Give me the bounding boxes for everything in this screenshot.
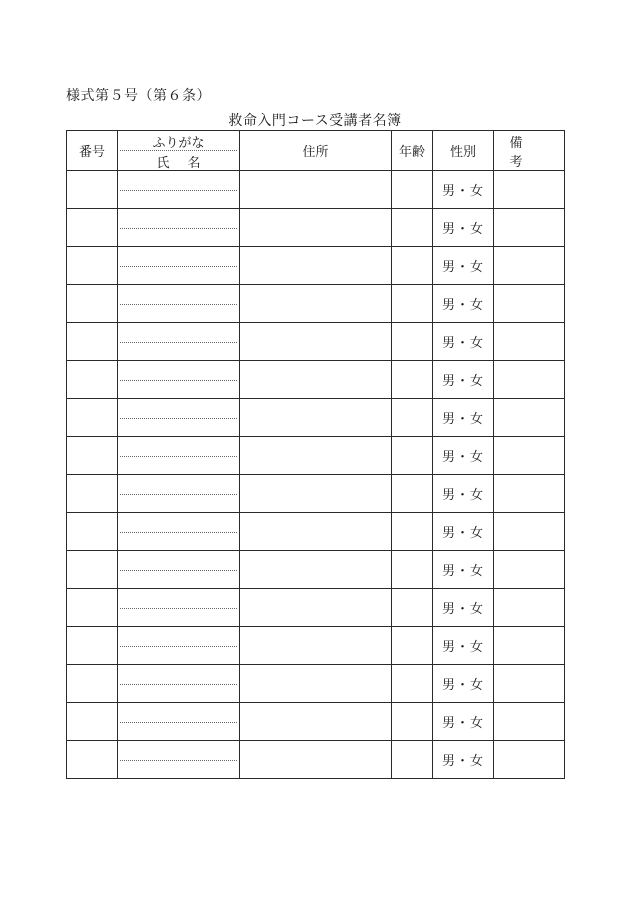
header-name (118, 131, 240, 171)
remarks-cell[interactable] (494, 475, 565, 513)
address-cell[interactable] (240, 323, 392, 361)
remarks-cell[interactable] (494, 399, 565, 437)
remarks-cell[interactable] (494, 513, 565, 551)
form-number: 様式第５号（第６条） (66, 88, 211, 104)
table-row (67, 475, 565, 513)
number-cell[interactable] (67, 551, 118, 589)
roster-body (67, 171, 565, 779)
sex-cell[interactable] (433, 589, 494, 627)
age-cell[interactable] (392, 475, 433, 513)
name-cell[interactable] (118, 323, 240, 361)
number-cell[interactable] (67, 589, 118, 627)
furigana-dotted-divider (120, 684, 237, 685)
age-cell[interactable] (392, 247, 433, 285)
furigana-dotted-divider (120, 342, 237, 343)
age-cell[interactable] (392, 665, 433, 703)
name-cell[interactable] (118, 209, 240, 247)
furigana-dotted-divider (120, 760, 237, 761)
number-cell[interactable] (67, 703, 118, 741)
name-cell[interactable] (118, 247, 240, 285)
age-cell[interactable] (392, 285, 433, 323)
number-cell[interactable] (67, 361, 118, 399)
age-cell[interactable] (392, 551, 433, 589)
remarks-cell[interactable] (494, 437, 565, 475)
remarks-cell[interactable] (494, 589, 565, 627)
age-cell[interactable] (392, 209, 433, 247)
remarks-cell[interactable] (494, 209, 565, 247)
name-cell[interactable] (118, 285, 240, 323)
age-cell[interactable] (392, 171, 433, 209)
name-cell[interactable] (118, 475, 240, 513)
sex-options: 男・女 (441, 260, 484, 275)
sex-options: 男・女 (441, 450, 484, 465)
number-cell[interactable] (67, 741, 118, 779)
table-row (67, 551, 565, 589)
number-cell[interactable] (67, 247, 118, 285)
table-row (67, 665, 565, 703)
number-cell[interactable] (67, 171, 118, 209)
header-age: 年齢 (392, 131, 433, 171)
furigana-dotted-divider (120, 646, 237, 647)
sex-options: 男・女 (441, 526, 484, 541)
header-furigana: ふりがな (152, 136, 205, 151)
table-row (67, 627, 565, 665)
sex-options: 男・女 (441, 374, 484, 389)
age-cell[interactable] (392, 741, 433, 779)
remarks-cell[interactable] (494, 703, 565, 741)
sex-options: 男・女 (441, 640, 484, 655)
sex-options: 男・女 (441, 716, 484, 731)
number-cell[interactable] (67, 209, 118, 247)
sex-options: 男・女 (441, 754, 484, 769)
sex-options: 男・女 (441, 488, 484, 503)
table-row (67, 209, 565, 247)
remarks-cell[interactable] (494, 247, 565, 285)
address-cell[interactable] (240, 513, 392, 551)
number-cell[interactable] (67, 323, 118, 361)
number-cell[interactable] (67, 399, 118, 437)
name-cell[interactable] (118, 665, 240, 703)
table-row (67, 703, 565, 741)
furigana-dotted-divider (120, 494, 237, 495)
sex-cell[interactable] (433, 551, 494, 589)
name-cell[interactable] (118, 513, 240, 551)
address-cell[interactable] (240, 589, 392, 627)
furigana-dotted-divider (120, 608, 237, 609)
age-cell[interactable] (392, 627, 433, 665)
sex-cell[interactable] (433, 323, 494, 361)
address-cell[interactable] (240, 171, 392, 209)
number-cell[interactable] (67, 475, 118, 513)
header-sex: 性別 (433, 131, 494, 171)
sex-cell[interactable] (433, 627, 494, 665)
furigana-dotted-divider (120, 456, 237, 457)
age-cell[interactable] (392, 399, 433, 437)
age-cell[interactable] (392, 513, 433, 551)
address-cell[interactable] (240, 247, 392, 285)
sex-cell[interactable] (433, 437, 494, 475)
address-cell[interactable] (240, 475, 392, 513)
sex-options: 男・女 (441, 564, 484, 579)
furigana-dotted-divider (120, 266, 237, 267)
roster-table (66, 130, 565, 779)
sex-cell[interactable] (433, 475, 494, 513)
address-cell[interactable] (240, 399, 392, 437)
name-cell[interactable] (118, 589, 240, 627)
furigana-dotted-divider (120, 380, 237, 381)
age-cell[interactable] (392, 703, 433, 741)
furigana-dotted-divider (120, 228, 237, 229)
header-number: 番号 (67, 131, 118, 171)
number-cell[interactable] (67, 285, 118, 323)
sex-cell[interactable] (433, 513, 494, 551)
number-cell[interactable] (67, 513, 118, 551)
sex-options: 男・女 (441, 184, 484, 199)
sex-cell[interactable] (433, 665, 494, 703)
remarks-cell[interactable] (494, 361, 565, 399)
remarks-cell[interactable] (494, 665, 565, 703)
remarks-cell[interactable] (494, 627, 565, 665)
name-cell[interactable] (118, 399, 240, 437)
name-cell[interactable] (118, 741, 240, 779)
address-cell[interactable] (240, 361, 392, 399)
table-row (67, 323, 565, 361)
document-title: 救命入門コース受講者名簿 (228, 113, 402, 129)
age-cell[interactable] (392, 437, 433, 475)
number-cell[interactable] (67, 627, 118, 665)
address-cell[interactable] (240, 551, 392, 589)
address-cell[interactable] (240, 665, 392, 703)
table-row (67, 285, 565, 323)
age-cell[interactable] (392, 361, 433, 399)
number-cell[interactable] (67, 665, 118, 703)
name-cell[interactable] (118, 703, 240, 741)
furigana-dotted-divider (120, 304, 237, 305)
sex-cell[interactable] (433, 703, 494, 741)
header-address: 住所 (240, 131, 392, 171)
name-cell[interactable] (118, 171, 240, 209)
remarks-cell[interactable] (494, 551, 565, 589)
furigana-dotted-divider (120, 570, 237, 571)
remarks-cell[interactable] (494, 323, 565, 361)
sex-options: 男・女 (441, 412, 484, 427)
address-cell[interactable] (240, 437, 392, 475)
table-row (67, 171, 565, 209)
age-cell[interactable] (392, 323, 433, 361)
name-cell[interactable] (118, 551, 240, 589)
remarks-cell[interactable] (494, 171, 565, 209)
table-row (67, 361, 565, 399)
table-row (67, 247, 565, 285)
number-cell[interactable] (67, 437, 118, 475)
remarks-cell[interactable] (494, 285, 565, 323)
address-cell[interactable] (240, 741, 392, 779)
table-row (67, 437, 565, 475)
remarks-cell[interactable] (494, 741, 565, 779)
address-cell[interactable] (240, 285, 392, 323)
sex-cell[interactable] (433, 741, 494, 779)
sex-options: 男・女 (441, 298, 484, 313)
sex-options: 男・女 (441, 336, 484, 351)
table-row (67, 399, 565, 437)
furigana-dotted-divider (120, 532, 237, 533)
address-cell[interactable] (240, 627, 392, 665)
name-cell[interactable] (118, 627, 240, 665)
table-row (67, 589, 565, 627)
table-row (67, 741, 565, 779)
name-cell[interactable] (118, 361, 240, 399)
sex-cell[interactable] (433, 209, 494, 247)
address-cell[interactable] (240, 209, 392, 247)
sex-options: 男・女 (441, 222, 484, 237)
sex-cell[interactable] (433, 247, 494, 285)
sex-options: 男・女 (441, 678, 484, 693)
table-row (67, 513, 565, 551)
header-name-label: 氏名 (156, 156, 219, 171)
sex-cell[interactable] (433, 361, 494, 399)
furigana-dotted-divider (120, 418, 237, 419)
name-cell[interactable] (118, 437, 240, 475)
address-cell[interactable] (240, 703, 392, 741)
header-row (67, 131, 565, 171)
header-remarks: 備考 (494, 131, 565, 171)
furigana-dotted-divider (120, 722, 237, 723)
sex-cell[interactable] (433, 171, 494, 209)
sex-cell[interactable] (433, 285, 494, 323)
sex-cell[interactable] (433, 399, 494, 437)
furigana-dotted-divider (120, 190, 237, 191)
age-cell[interactable] (392, 589, 433, 627)
header-dotted-divider (120, 150, 237, 151)
sex-options: 男・女 (441, 602, 484, 617)
